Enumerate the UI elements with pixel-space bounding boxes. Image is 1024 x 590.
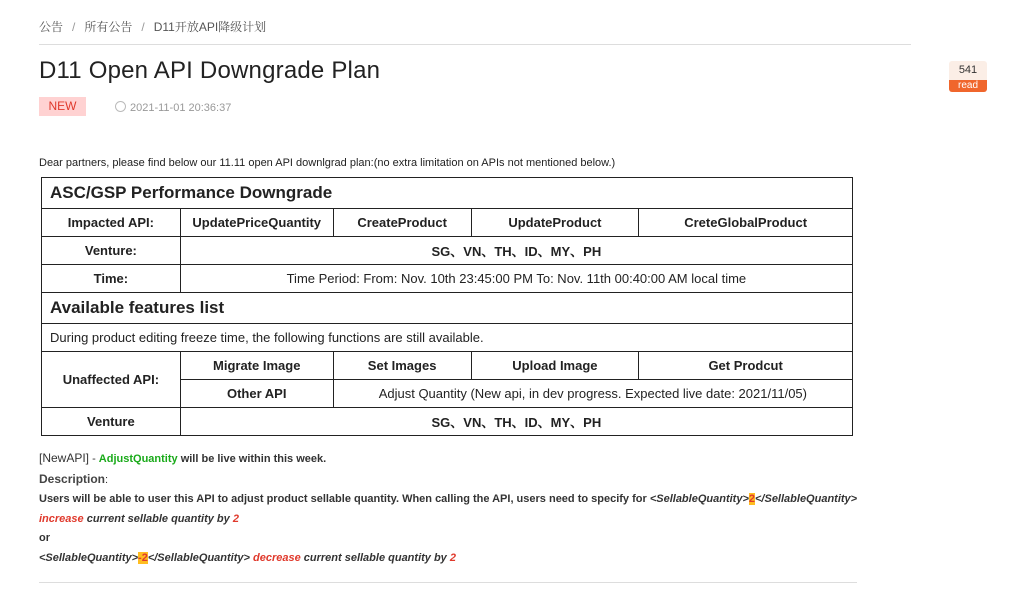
- decrease-line: [39, 549, 857, 569]
- impacted-api-cell: CreateProduct: [333, 209, 471, 237]
- description-label: Description: [39, 471, 106, 486]
- other-api-value: Adjust Quantity (New api, in dev progress. Expected live date: 2021/11/05): [333, 380, 852, 408]
- increase-number: 2: [232, 512, 239, 525]
- clock-icon: [115, 101, 126, 112]
- unaffected-api-label: Unaffected API:: [42, 352, 181, 408]
- description-heading: [39, 470, 857, 491]
- breadcrumb-separator: /: [141, 20, 145, 34]
- impacted-api-cell: UpdatePriceQuantity: [180, 209, 333, 237]
- new-api-tag: [NewAPI]: [39, 451, 90, 465]
- xml-open-tag-2: <SellableQuantity>: [39, 551, 139, 564]
- publish-date-text: 2021-11-01 20:36:37: [130, 102, 232, 114]
- table-row: [42, 324, 853, 352]
- read-count: 541: [958, 64, 978, 76]
- table-row: [42, 293, 853, 324]
- downgrade-plan-table: [41, 177, 853, 436]
- venture2-value: SG、VN、TH、ID、MY、PH: [180, 408, 852, 436]
- impacted-api-cell: CreteGlobalProduct: [639, 209, 853, 237]
- unaffected-api-cell: Upload Image: [471, 352, 639, 380]
- description-colon: :: [105, 473, 109, 486]
- section-title-features: Available features list: [42, 293, 853, 324]
- decrease-word: decrease: [252, 551, 301, 564]
- venture2-label: Venture: [42, 408, 181, 436]
- xml-close-tag: </SellableQuantity>: [755, 493, 858, 505]
- table-row: [42, 209, 853, 237]
- table-row: [42, 265, 853, 293]
- increase-line: [39, 510, 857, 530]
- publish-date: [115, 101, 231, 114]
- value-negative: -2: [138, 551, 148, 564]
- read-count-badge: [949, 61, 987, 92]
- xml-open-tag: <SellableQuantity>: [649, 493, 749, 505]
- breadcrumb-item-all-announcements[interactable]: 所有公告: [84, 20, 133, 34]
- increase-word: increase: [39, 512, 84, 525]
- xml-close-tag-2: </SellableQuantity>: [147, 551, 250, 564]
- read-label: read: [949, 80, 987, 92]
- unaffected-api-cell: Migrate Image: [180, 352, 333, 380]
- description-line: [39, 490, 857, 510]
- new-badge: NEW: [39, 97, 86, 116]
- new-api-line: [39, 449, 857, 470]
- decrease-number: 2: [449, 551, 456, 564]
- api-name: AdjustQuantity: [98, 453, 178, 465]
- unaffected-api-cell: Set Images: [333, 352, 471, 380]
- table-row: [42, 408, 853, 436]
- divider: [39, 44, 911, 45]
- impacted-api-cell: UpdateProduct: [471, 209, 639, 237]
- impacted-api-label: Impacted API:: [42, 209, 181, 237]
- value-positive: 2: [748, 493, 755, 505]
- section-title-performance: ASC/GSP Performance Downgrade: [42, 178, 853, 209]
- breadcrumb-separator: /: [72, 20, 76, 34]
- notes-block: [39, 449, 857, 568]
- table-row: [42, 178, 853, 209]
- page-title: D11 Open API Downgrade Plan: [39, 57, 381, 84]
- table-row: [42, 237, 853, 265]
- table-row: [42, 352, 853, 380]
- other-api-label: Other API: [180, 380, 333, 408]
- increase-mid-text: current sellable quantity by: [83, 512, 233, 525]
- time-value: Time Period: From: Nov. 10th 23:45:00 PM To: Nov. 11th 00:40:00 AM local time: [180, 265, 852, 293]
- divider: [39, 582, 857, 583]
- live-text: will be live within this week.: [177, 453, 327, 465]
- decrease-mid-text: current sellable quantity by: [300, 551, 450, 564]
- description-text: Users will be able to user this API to adjust product sellable quantity. When calling the API, users need to specify for: [39, 493, 650, 505]
- venture-label: Venture:: [42, 237, 181, 265]
- breadcrumb-item-announcements[interactable]: 公告: [39, 20, 64, 34]
- or-line: [39, 529, 857, 549]
- venture-value: SG、VN、TH、ID、MY、PH: [180, 237, 852, 265]
- unaffected-api-cell: Get Prodcut: [639, 352, 853, 380]
- or-text: or: [39, 532, 50, 544]
- freeze-note: During product editing freeze time, the following functions are still available.: [42, 324, 853, 352]
- breadcrumb-item-current: D11开放API降级计划: [153, 20, 267, 34]
- dash: -: [89, 453, 99, 465]
- breadcrumb: [39, 18, 266, 35]
- intro-text: Dear partners, please find below our 11.11 open API downlgrad plan:(no extra limitation on APIs not mentioned below.): [39, 157, 616, 169]
- time-label: Time:: [42, 265, 181, 293]
